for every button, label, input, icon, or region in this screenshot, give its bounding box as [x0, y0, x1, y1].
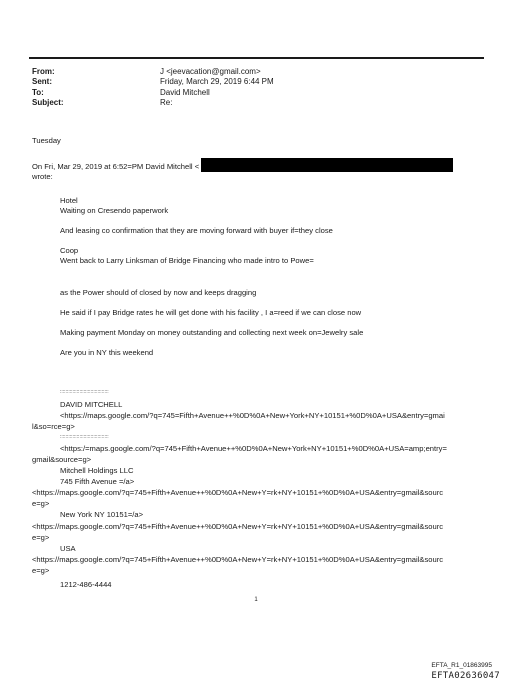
redaction-bar	[201, 158, 453, 172]
page-number: 1	[254, 597, 258, 603]
to-label: To:	[32, 87, 44, 97]
sent-label: Sent:	[32, 77, 52, 87]
signature-map-link-cont[interactable]: e=g>	[32, 565, 50, 575]
quote-wrote: wrote:	[32, 172, 53, 182]
to-row	[32, 88, 274, 98]
efta-id-large: EFTA02636047	[431, 671, 500, 681]
signature-map-link-cont[interactable]: gmail&source=g>	[32, 455, 92, 464]
signature-separator: :::::::::::::::::::::::::::::::::::	[60, 433, 109, 440]
signature-map-link[interactable]: <https://maps.google.com/?q=745+Fifth+Avenue++%0D%0A+New+Y=rk+NY+10151+%0D%0A+USA&entry=gmail&sourc	[32, 488, 444, 498]
signature-map-link[interactable]: <https://maps.google.com/?q=745+Fifth+Avenue++%0D%0A+New+Y=rk+NY+10151+%0D%0A+USA&entry=gmail&sourc	[32, 554, 444, 564]
reply-text: Tuesday	[32, 136, 61, 145]
to-value: David Mitchell	[160, 87, 210, 97]
signature-name: DAVID MITCHELL	[60, 399, 123, 409]
signature-map-link[interactable]: <https://maps.google.com/?q=745=Fifth+Avenue++%0D%0A+New+York+NY+10151+%0D%0A+USA&entry=gmai	[60, 410, 445, 420]
message-line: as the Power should of closed by now and keeps dragging	[60, 287, 257, 297]
message-line: Are you in NY this weekend	[60, 348, 154, 358]
efta-id-small: EFTA_R1_01863995	[431, 662, 492, 669]
signature-phone: 1212-486-4444	[60, 580, 112, 590]
message-line: He said if I pay Bridge rates he will get done with his facility , I a=reed if we can close now	[60, 307, 362, 317]
subject-value: Re:	[160, 98, 173, 108]
signature-map-link[interactable]: <https:/=maps.google.com/?q=745+Fifth+Avenue++%0D%0A+New+York+NY+10151+%0D%0A+USA=amp;entry=	[60, 443, 447, 453]
sent-value: Friday, March 29, 2019 6:44 PM	[160, 77, 274, 87]
quote-intro	[32, 158, 492, 172]
signature-map-link-cont[interactable]: e=g>	[32, 532, 50, 542]
signature-city: New York NY 10151=/a>	[60, 510, 144, 520]
message-line: Hotel	[60, 195, 78, 205]
signature-company: Mitchell Holdings LLC	[60, 466, 134, 476]
signature-block	[32, 387, 492, 590]
message-line: And leasing co confirmation that they are moving forward with buyer if=they close	[60, 226, 333, 236]
signature-address: 745 Fifth Avenue =/a>	[60, 477, 135, 487]
signature-separator: :::::::::::::::::::::::::::::::::::	[60, 389, 109, 396]
header-divider	[29, 57, 484, 59]
message-line: Waiting on Cresendo paperwork	[60, 205, 169, 215]
from-row	[32, 67, 274, 77]
signature-map-link[interactable]: <https://maps.google.com/?q=745+Fifth+Avenue++%0D%0A+New+Y=rk+NY+10151+%0D%0A+USA&entry=gmail&sourc	[32, 521, 444, 531]
sent-row	[32, 77, 274, 87]
signature-map-link-cont[interactable]: e=g>	[32, 499, 50, 509]
message-line: Coop	[60, 246, 79, 256]
signature-country: USA	[60, 543, 76, 553]
from-label: From:	[32, 67, 55, 76]
signature-map-link-cont[interactable]: l&so=rce=g>	[32, 421, 75, 431]
email-header	[32, 67, 274, 109]
message-line: Making payment Monday on money outstanding and collecting next week on=Jewelry sale	[60, 328, 364, 338]
subject-row	[32, 98, 274, 108]
message-line: Went back to Larry Linksman of Bridge Financing who made intro to Powe=	[60, 256, 314, 266]
subject-label: Subject:	[32, 98, 64, 108]
quote-intro-text: On Fri, Mar 29, 2019 at 6:52=PM David Mitchell <	[32, 162, 200, 172]
from-value: J <jeevacation@gmail.com>	[160, 67, 261, 76]
email-body	[32, 136, 492, 590]
quoted-message	[32, 196, 492, 359]
